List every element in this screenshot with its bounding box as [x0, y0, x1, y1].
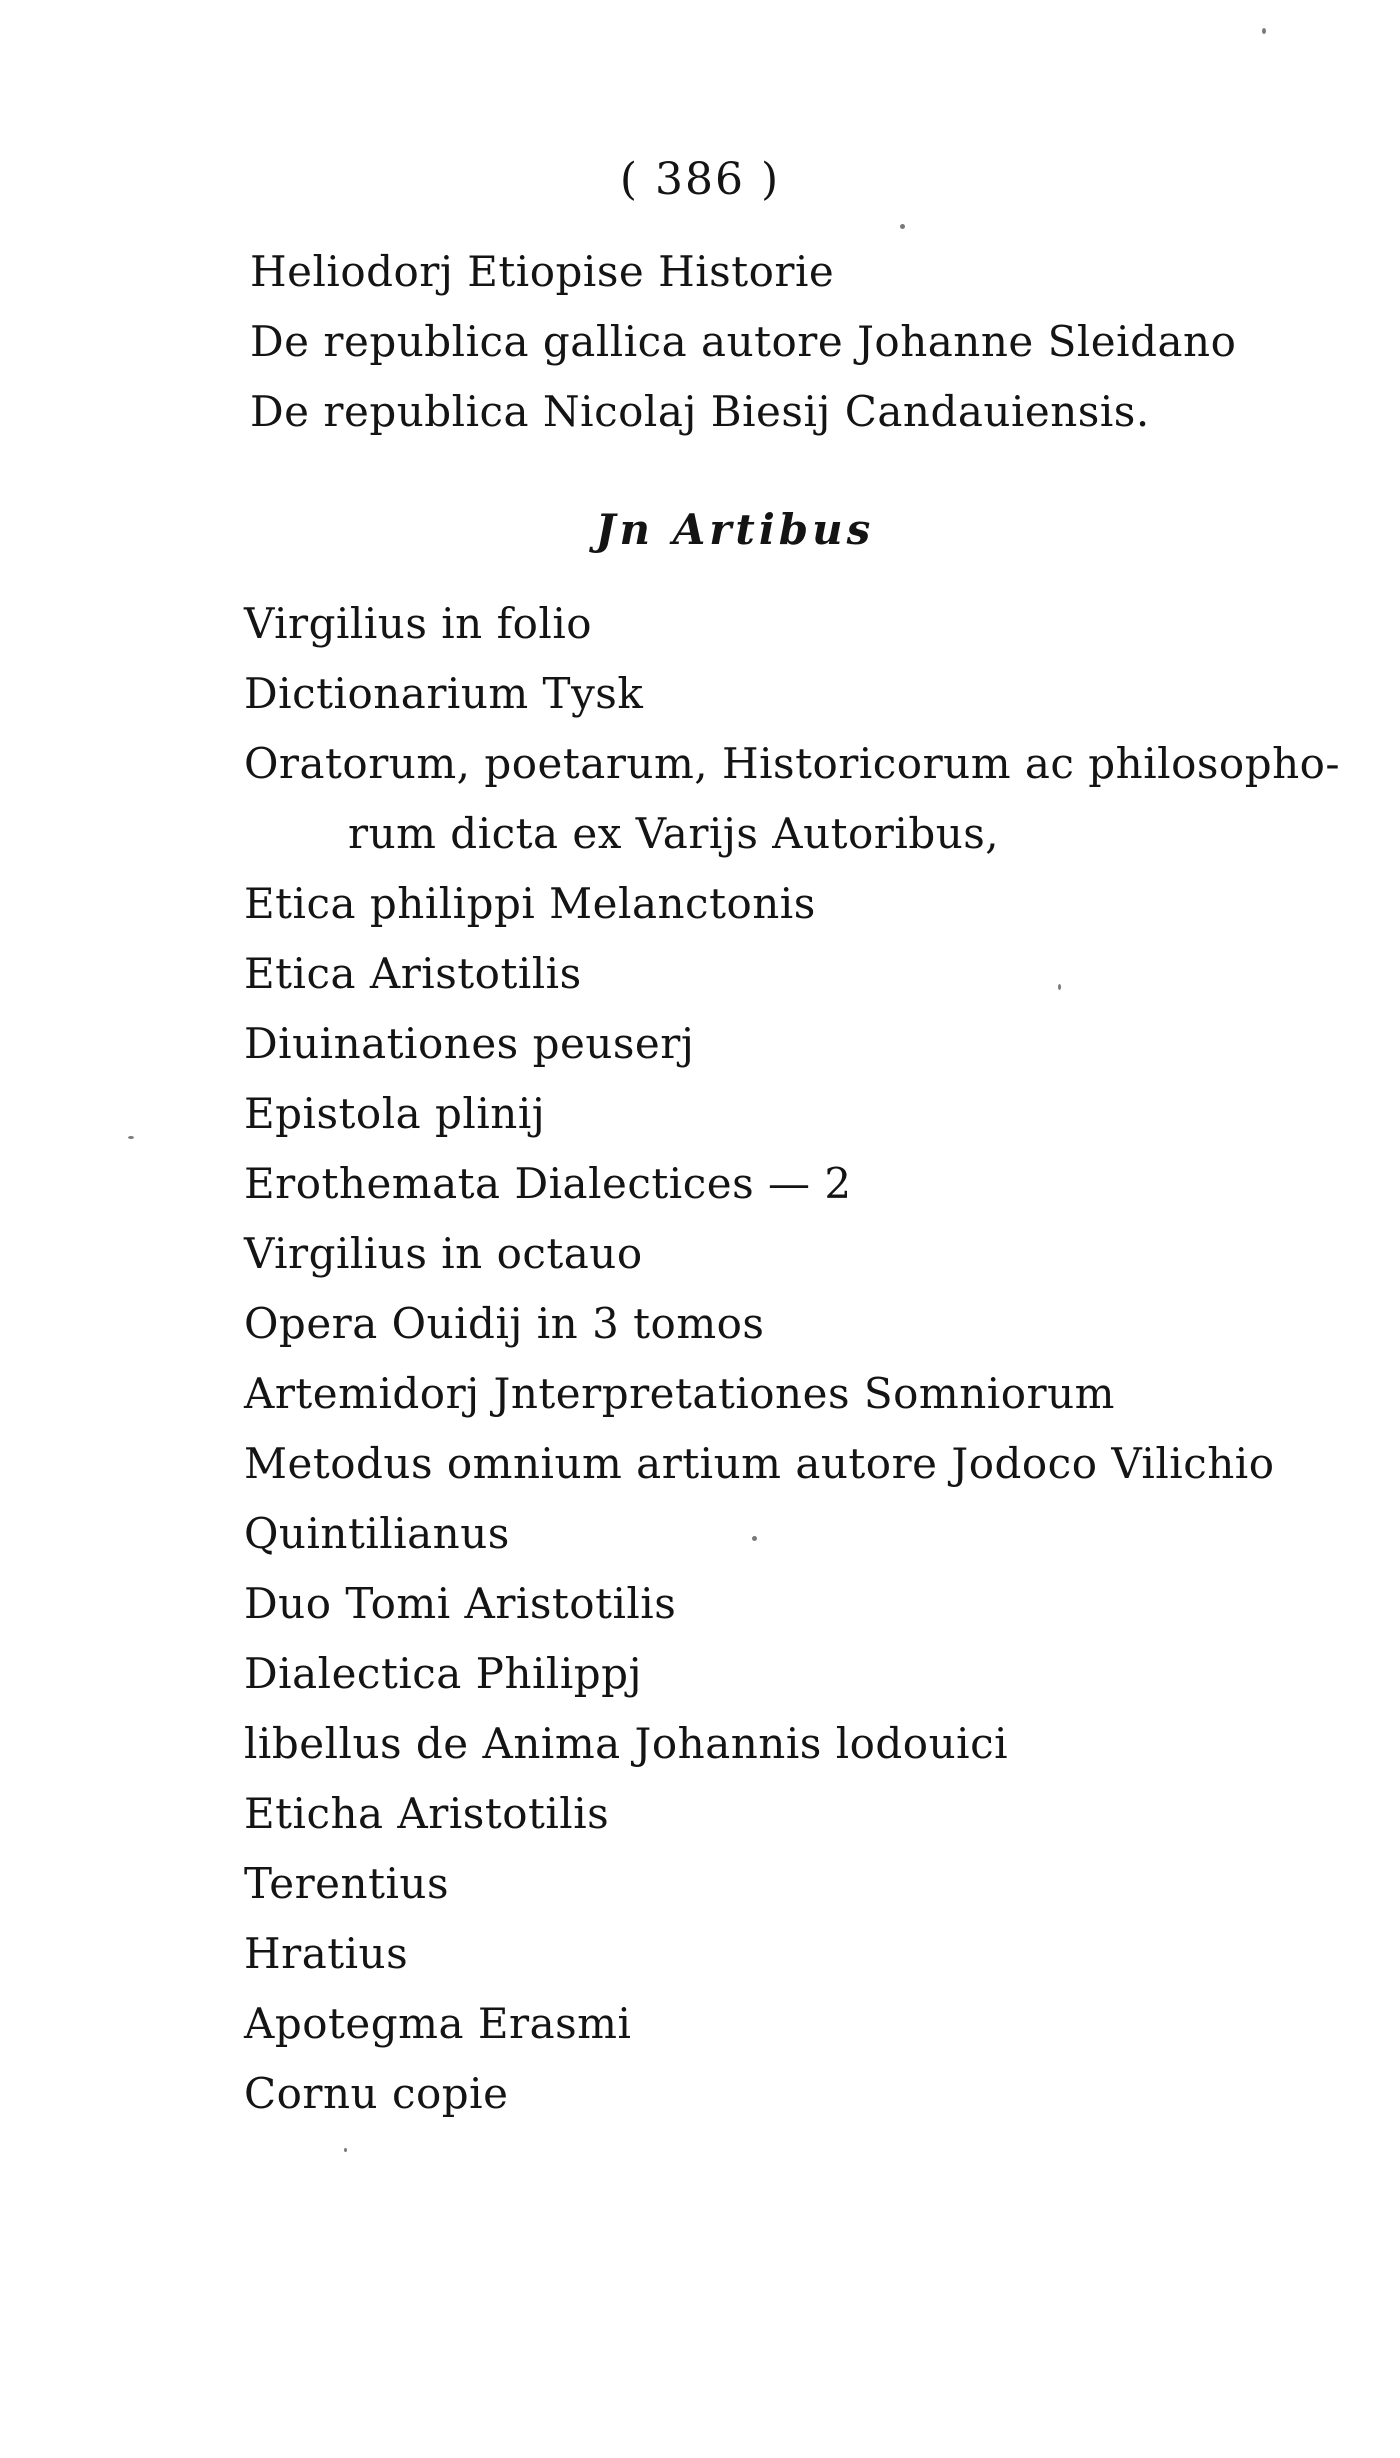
page-number: ( 386 ) [619, 154, 781, 205]
list-item: Etica Aristotilis [244, 949, 582, 998]
list-item: De republica gallica autore Johanne Sleidano [250, 317, 1237, 366]
list-item: Epistola plinij [244, 1089, 546, 1138]
list-item: Erothemata Dialectices — 2 [244, 1159, 852, 1208]
list-item: Etica philippi Melanctonis [244, 879, 816, 928]
list-item: Duo Tomi Aristotilis [244, 1579, 677, 1628]
list-item: Diuinationes peuserj [244, 1019, 695, 1068]
scan-speck [752, 1536, 757, 1541]
list-item: Apotegma Erasmi [244, 1999, 632, 2048]
scan-speck [344, 2148, 347, 2152]
list-item: Hratius [244, 1929, 409, 1978]
list-item: De republica Nicolaj Biesij Candauiensis. [250, 387, 1150, 436]
list-item: Terentius [244, 1859, 450, 1908]
list-item: Virgilius in octauo [244, 1229, 643, 1278]
list-item: Artemidorj Jnterpretationes Somniorum [244, 1369, 1115, 1418]
scan-speck [1262, 28, 1266, 34]
list-item: Dictionarium Tysk [244, 669, 644, 718]
scan-speck [1058, 984, 1061, 990]
list-item: Eticha Aristotilis [244, 1789, 610, 1838]
list-item: Heliodorj Etiopise Historie [250, 247, 835, 296]
list-item: Oratorum, poetarum, Historicorum ac philosopho- [244, 739, 1341, 788]
section-heading: Jn Artibus [595, 505, 875, 554]
list-item: Opera Ouidij in 3 tomos [244, 1299, 765, 1348]
list-item: Quintilianus [244, 1509, 510, 1558]
list-item: libellus de Anima Johannis lodouici [244, 1719, 1009, 1768]
list-item: Dialectica Philippj [244, 1649, 643, 1698]
scan-speck [128, 1136, 134, 1139]
list-item: Virgilius in folio [244, 599, 593, 648]
list-item: Cornu copie [244, 2069, 509, 2118]
list-item: Metodus omnium artium autore Jodoco Vilichio [244, 1439, 1275, 1488]
scan-speck [900, 224, 905, 229]
list-item-continuation: rum dicta ex Varijs Autoribus, [348, 809, 1000, 858]
